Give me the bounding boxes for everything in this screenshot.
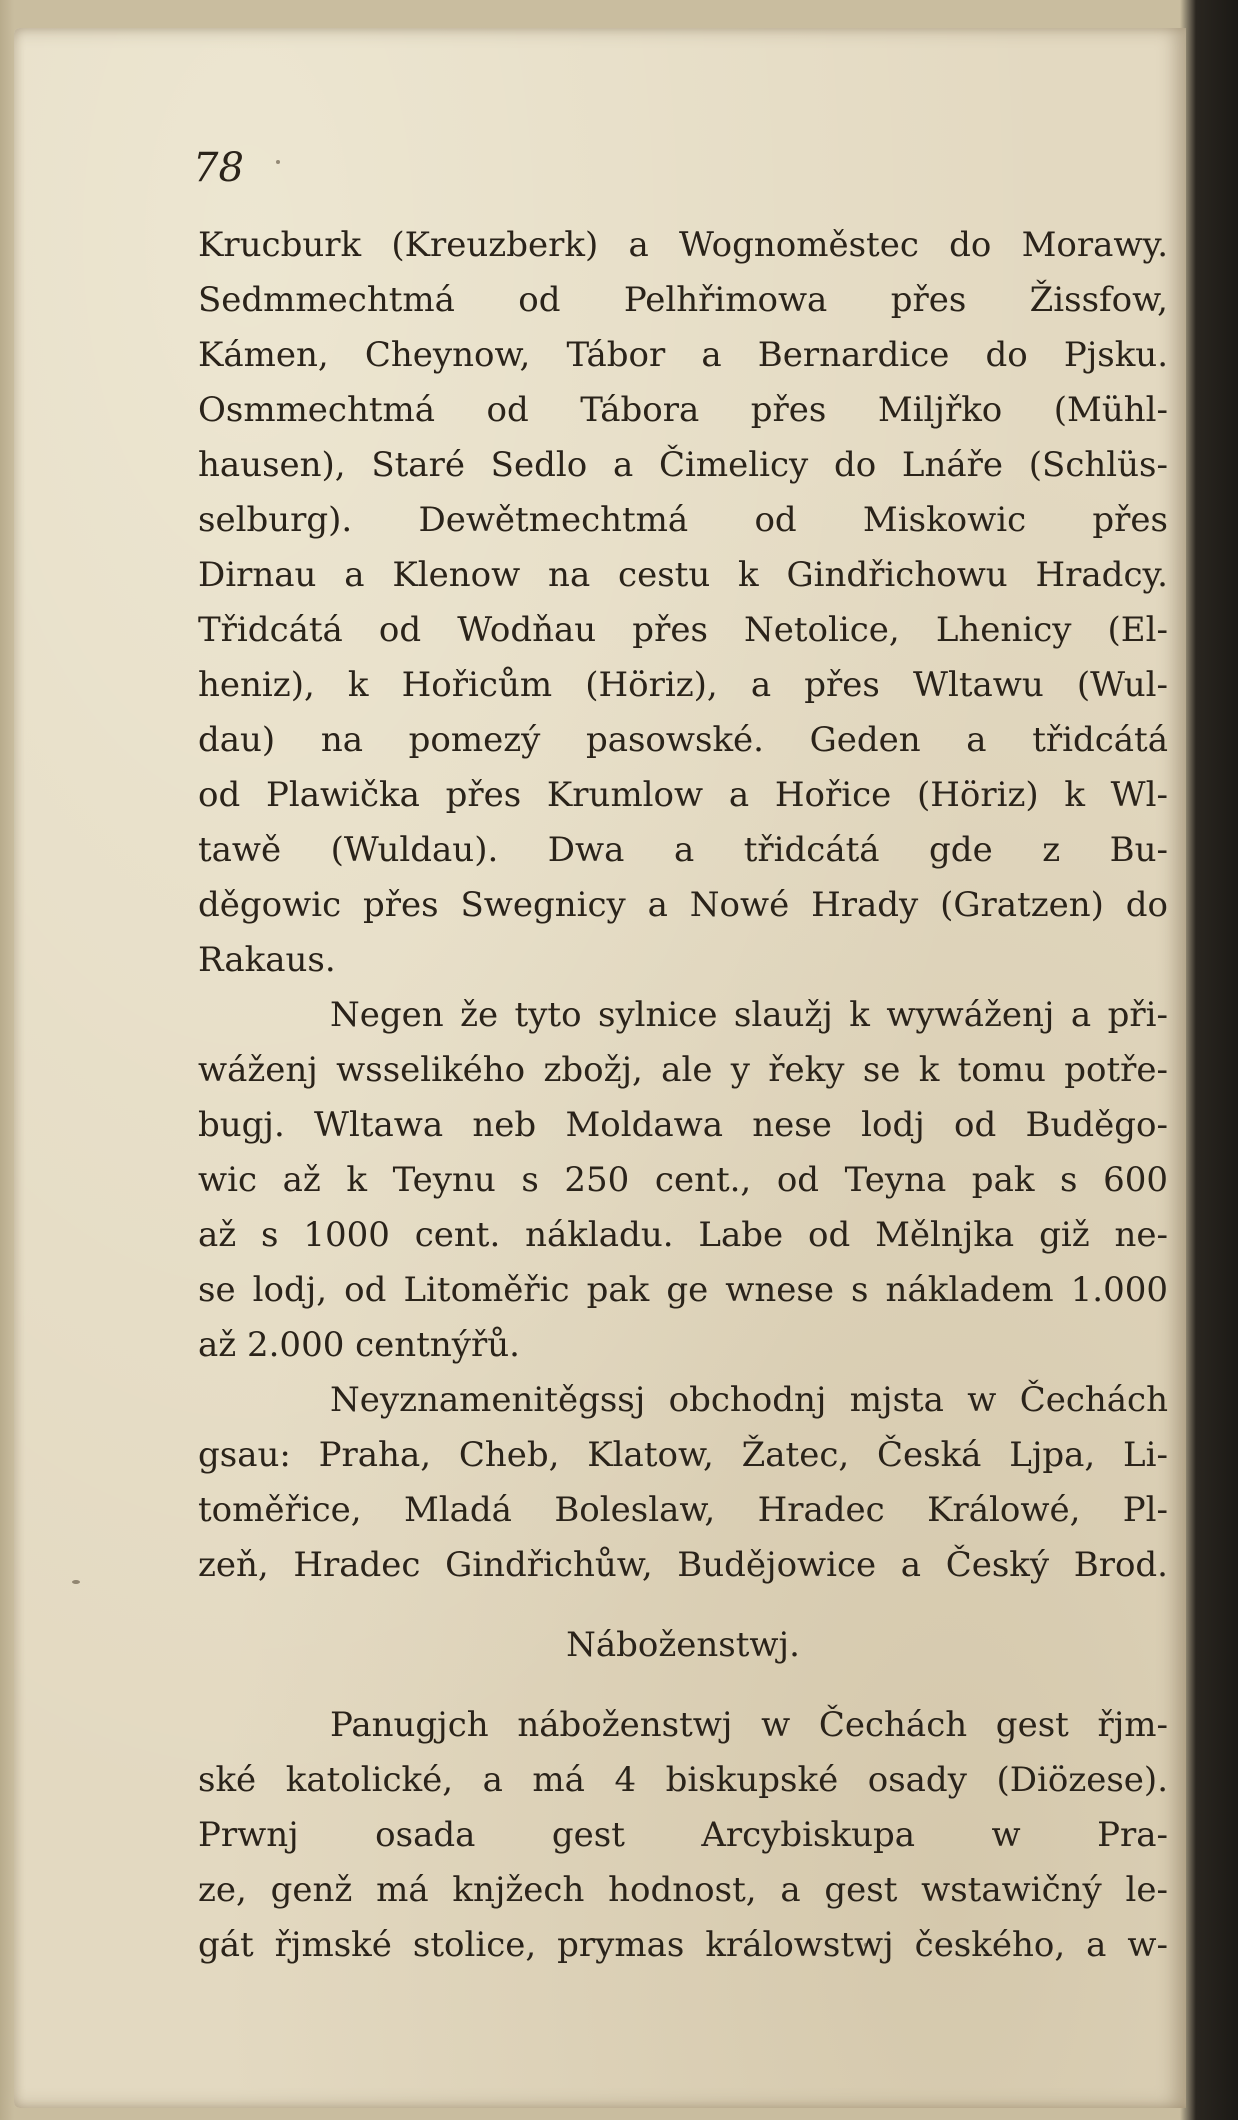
text-line: Třidcátá od Wodňau přes Netolice, Lhenicy (El- (198, 610, 1168, 650)
text-line: Osmmechtmá od Tábora přes Miljřko (Mühl- (198, 390, 1168, 430)
text-line: zeň, Hradec Gindřichůw, Budějowice a Český Brod. (198, 1545, 1168, 1585)
text-line: wic až k Teynu s 250 cent., od Teyna pak s 600 (198, 1160, 1168, 1200)
text-line: od Plawička přes Krumlow a Hořice (Höriz) k Wl- (198, 775, 1168, 815)
text-line: ské katolické, a má 4 biskupské osady (Diözese). (198, 1760, 1168, 1800)
text-line: tawě (Wuldau). Dwa a třidcátá gde z Bu- (198, 830, 1168, 870)
text-line: Dirnau a Klenow na cestu k Gindřichowu Hradcy. (198, 555, 1168, 595)
section-gap (198, 1593, 1168, 1618)
text-line: bugj. Wltawa neb Moldawa nese lodj od Buděgo- (198, 1105, 1168, 1145)
text-line: Panugjch náboženstwj w Čechách gest řjm- (330, 1705, 1168, 1745)
text-line: toměřice, Mladá Boleslaw, Hradec Králowé, Pl- (198, 1490, 1168, 1530)
text-line: gát řjmské stolice, prymas králowstwj českého, a w- (198, 1925, 1168, 1965)
text-line: se lodj, od Litoměřic pak ge wnese s nákladem 1.000 (198, 1270, 1168, 1310)
text-line: Kámen, Cheynow, Tábor a Bernardice do Pjsku. (198, 335, 1168, 375)
text-line: gsau: Praha, Cheb, Klatow, Žatec, Česká Ljpa, Li- (198, 1435, 1168, 1475)
text-line: ze, genž má knjžech hodnost, a gest wstawičný le- (198, 1870, 1168, 1910)
text-line: až s 1000 cent. nákladu. Labe od Mělnjka giž ne- (198, 1215, 1168, 1255)
section-gap (198, 1673, 1168, 1698)
text-line: děgowic přes Swegnicy a Nowé Hrady (Gratzen) do (198, 885, 1168, 925)
ink-speck (72, 1580, 80, 1584)
text-line: Neyznamenitěgssj obchodnj mjsta w Čechách (330, 1380, 1168, 1420)
text-line: Krucburk (Kreuzberk) a Wognoměstec do Morawy. (198, 225, 1168, 265)
text-line: Prwnj osada gest Arcybiskupa w Pra- (198, 1815, 1168, 1855)
text-line: až 2.000 centnýřů. (198, 1325, 520, 1365)
body-text (198, 218, 1168, 1973)
ink-speck (276, 160, 280, 164)
text-line: heniz), k Hořicům (Höriz), a přes Wltawu (Wul- (198, 665, 1168, 705)
section-heading: Náboženstwj. (566, 1625, 800, 1665)
text-line: hausen), Staré Sedlo a Čimelicy do Lnáře (Schlüs- (198, 445, 1168, 485)
page-number: 78 (193, 145, 244, 191)
text-line: selburg). Dewětmechtmá od Miskowic přes (198, 500, 1168, 540)
text-line: Rakaus. (198, 940, 336, 980)
text-line: wáženj wsselikého zbožj, ale y řeky se k tomu potře- (198, 1050, 1168, 1090)
text-line: Sedmmechtmá od Pelhřimowa přes Žissfow, (198, 280, 1168, 320)
text-line: Negen že tyto sylnice slaužj k wywáženj a při- (330, 995, 1168, 1035)
text-line: dau) na pomezý pasowské. Geden a třidcátá (198, 720, 1168, 760)
